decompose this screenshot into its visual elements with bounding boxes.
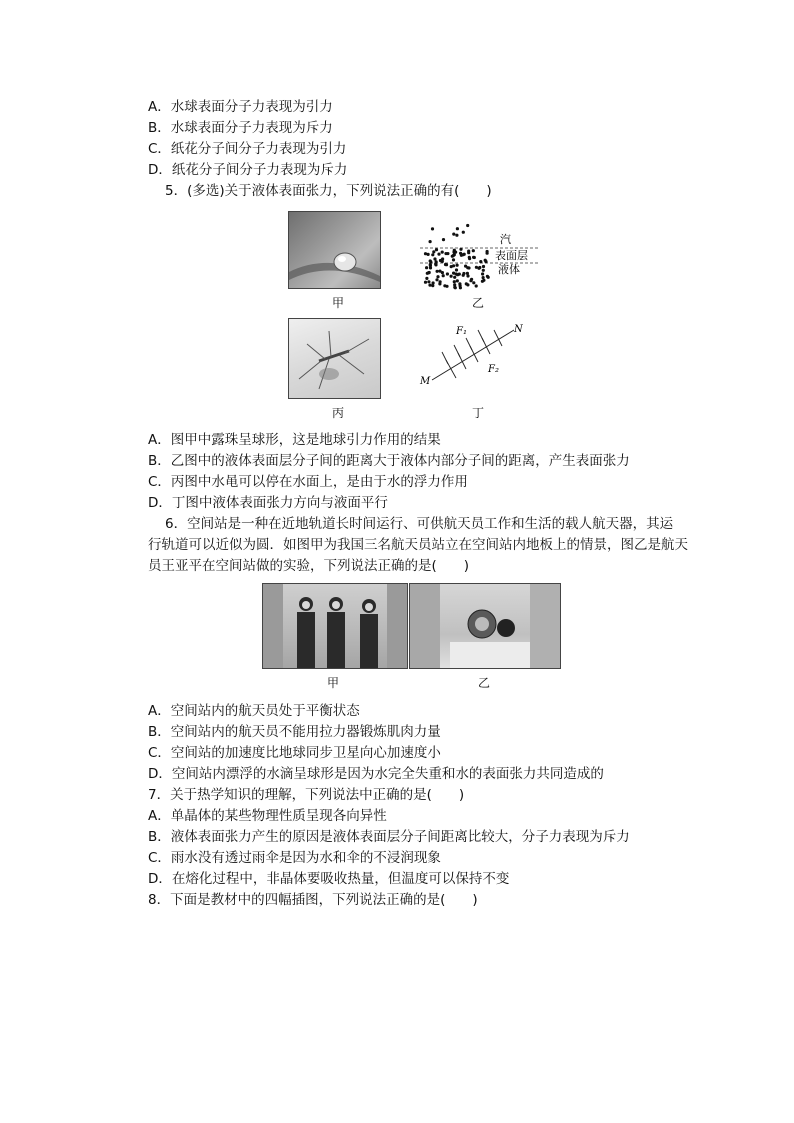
q6-stem-line2: 行轨道可以近似为圆．如图甲为我国三名航天员站立在空间站内地板上的情景，图乙是航天 (148, 537, 688, 553)
molecule-dot (466, 272, 469, 275)
q6-option-d: D．空间站内漂浮的水滴呈球形是因为水完全失重和水的表面张力共同造成的 (148, 766, 604, 782)
molecule-dot (453, 276, 456, 279)
molecule-dot (429, 240, 432, 243)
molecule-dot (441, 251, 444, 254)
molecule-dot (472, 281, 475, 284)
molecule-dot (443, 284, 446, 287)
q6-option-a: A．空间站内的航天员处于平衡状态 (148, 703, 360, 719)
molecule-dot (484, 259, 487, 262)
q6-option-c: C．空间站的加速度比地球同步卫星向心加速度小 (148, 745, 441, 761)
f2-label: F₂ (488, 364, 499, 375)
astronauts-photo (262, 583, 408, 669)
molecule-dot (472, 249, 475, 252)
molecule-dot (453, 280, 456, 283)
molecule-dot (454, 286, 457, 289)
molecule-dot (431, 284, 434, 287)
surface-layer-label: 表面层 (495, 249, 528, 262)
molecule-dot (470, 278, 473, 281)
figure-jia-caption: 甲 (331, 296, 344, 310)
molecule-dot (432, 250, 435, 253)
f1-label: F₁ (456, 326, 467, 337)
molecule-dot (481, 272, 484, 275)
molecule-dot (434, 262, 437, 265)
molecule-dot (459, 248, 462, 251)
molecule-dot (486, 275, 489, 278)
molecule-dot (462, 272, 465, 275)
molecule-dot (444, 252, 447, 255)
molecule-dot (427, 280, 430, 283)
molecule-dot (433, 257, 436, 260)
surface-layer-diagram (420, 222, 540, 290)
molecule-dot (435, 248, 438, 251)
q6-figure-jia-caption: 甲 (326, 676, 339, 690)
molecule-dot (486, 252, 489, 255)
molecule-dot (452, 264, 455, 267)
vapor-label: 汽 (500, 233, 511, 246)
molecule-dot (436, 275, 439, 278)
q6-stem-line3: 员王亚平在空间站做的实验，下列说法正确的是( ) (148, 558, 470, 574)
molecule-dot (424, 252, 427, 255)
molecule-dot (455, 268, 458, 271)
q5-option-c: C．丙图中水黾可以停在水面上，是由于水的浮力作用 (148, 474, 468, 490)
molecule-dot (462, 253, 465, 256)
molecule-dot (446, 272, 449, 275)
molecule-dot (477, 267, 480, 270)
water-ball-experiment-photo (409, 583, 561, 669)
surface-tension-force-diagram (418, 320, 530, 392)
molecule-dot (467, 251, 470, 254)
molecule-dot (468, 257, 471, 260)
q4-option-d: D．纸花分子间分子力表现为斥力 (148, 162, 348, 178)
q6-option-b: B．空间站内的航天员不能用拉力器锻炼肌肉力量 (148, 724, 441, 740)
q7-option-c: C．雨水没有透过雨伞是因为水和伞的不浸润现象 (148, 850, 441, 866)
molecule-dot (456, 273, 459, 276)
molecule-dot (472, 256, 475, 259)
molecule-dot (441, 260, 444, 263)
molecule-dot (431, 227, 434, 230)
molecule-dot (452, 233, 455, 236)
q7-option-a: A．单晶体的某些物理性质呈现各向异性 (148, 808, 387, 824)
q6-stem-line1: 6．空间站是一种在近地轨道长时间运行、可供航天员工作和生活的载人航天器，其运 (165, 516, 674, 532)
molecule-dot (445, 263, 448, 266)
q7-option-d: D．在熔化过程中，非晶体要吸收热量，但温度可以保持不变 (148, 871, 510, 887)
dewdrop-photo (288, 211, 381, 289)
molecule-dot (425, 266, 428, 269)
q4-option-b: B．水球表面分子力表现为斥力 (148, 120, 333, 136)
q5-option-a: A．图甲中露珠呈球形，这是地球引力作用的结果 (148, 432, 441, 448)
molecule-dot (456, 227, 459, 230)
molecule-dot (465, 282, 468, 285)
molecule-dot (426, 272, 429, 275)
molecule-dot (479, 260, 482, 263)
molecule-dot (455, 234, 458, 237)
molecule-dot (442, 274, 445, 277)
molecule-dot (482, 265, 485, 268)
figure-ding-caption: 丁 (471, 406, 484, 420)
molecule-dot (481, 280, 484, 283)
molecule-dot (459, 286, 462, 289)
molecule-dot (482, 276, 485, 279)
molecule-dot (456, 264, 459, 267)
molecule-dot (467, 266, 470, 269)
water-strider-photo (288, 318, 381, 399)
m-label: M (420, 376, 431, 387)
molecule-dot (456, 279, 459, 282)
molecule-dot (482, 269, 485, 272)
molecule-dot (453, 249, 456, 252)
q5-stem: 5．(多选)关于液体表面张力，下列说法正确的有( ) (165, 183, 492, 199)
molecule-dot (424, 281, 427, 284)
molecule-dot (475, 284, 478, 287)
molecule-dot (429, 266, 432, 269)
molecule-dot (436, 270, 439, 273)
q4-option-c: C．纸花分子间分子力表现为引力 (148, 141, 347, 157)
molecule-dot (435, 278, 438, 281)
molecule-dot (462, 231, 465, 234)
molecule-dot (442, 238, 445, 241)
figure-yi-caption: 乙 (471, 296, 484, 310)
molecule-dot (452, 272, 455, 275)
n-label: N (514, 324, 523, 335)
molecule-dot (425, 277, 428, 280)
molecule-dot (428, 284, 431, 287)
molecule-dot (439, 280, 442, 283)
q5-option-b: B．乙图中的液体表面层分子间的距离大于液体内部分子间的距离，产生表面张力 (148, 453, 630, 469)
figure-bing-caption: 丙 (331, 406, 344, 420)
molecule-dot (437, 253, 440, 256)
molecule-dot (453, 253, 456, 256)
q7-stem: 7．关于热学知识的理解，下列说法中正确的是( ) (148, 787, 465, 803)
q8-stem: 8．下面是教材中的四幅插图，下列说法正确的是( ) (148, 892, 478, 908)
q5-option-d: D．丁图中液体表面张力方向与液面平行 (148, 495, 388, 511)
molecule-dot (441, 271, 444, 274)
molecule-dot (450, 275, 453, 278)
liquid-label: 液体 (498, 263, 520, 276)
molecule-dot (466, 224, 469, 227)
q7-option-b: B．液体表面张力产生的原因是液体表面层分子间距离比较大，分子力表现为斥力 (148, 829, 630, 845)
molecule-dot (431, 253, 434, 256)
q4-option-a: A．水球表面分子力表现为引力 (148, 99, 333, 115)
molecule-dot (452, 258, 455, 261)
q6-figure-yi-caption: 乙 (477, 676, 490, 690)
